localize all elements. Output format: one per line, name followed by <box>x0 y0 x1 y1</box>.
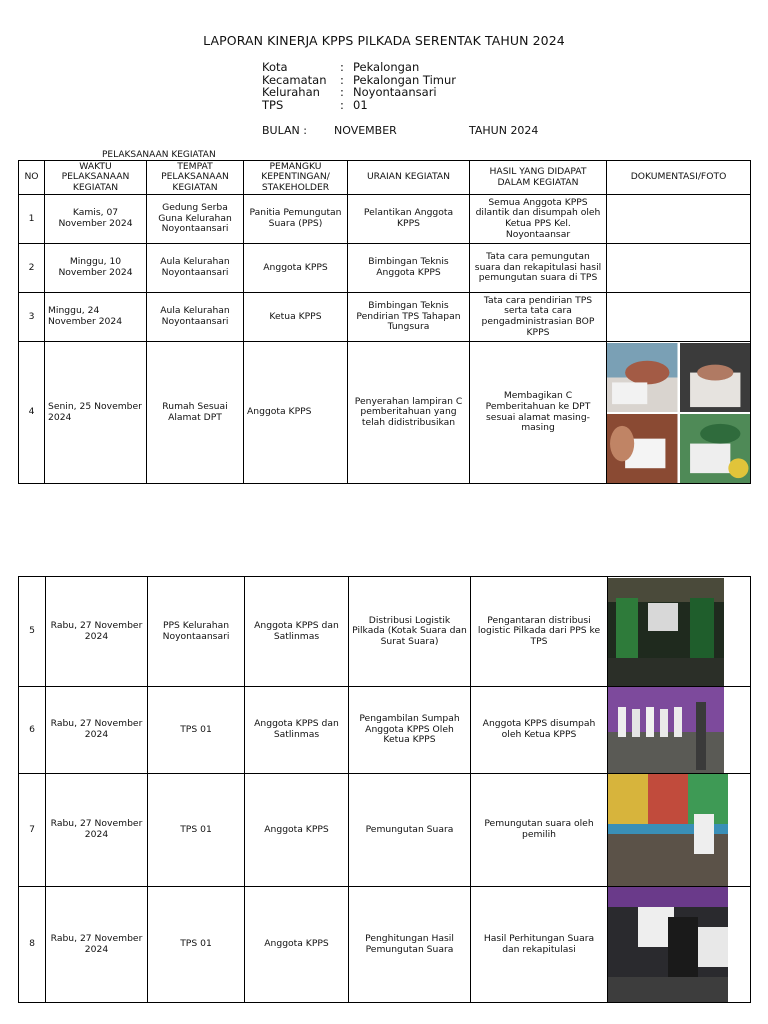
activity-table-part-1 <box>18 160 751 484</box>
header-tempat: TEMPAT PELAKSANAAN KEGIATAN <box>147 161 244 195</box>
info-label: TPS <box>262 97 284 112</box>
cell-dokumentasi <box>608 887 751 1003</box>
cell-uraian: Bimbingan Teknis Anggota KPPS <box>348 244 470 293</box>
cell-tempat: TPS 01 <box>148 887 245 1003</box>
cell-uraian: Pelantikan Anggota KPPS <box>348 195 470 244</box>
cell-stakeholder: Ketua KPPS <box>244 293 348 342</box>
cell-hasil: Pemungutan suara oleh pemilih <box>471 774 608 887</box>
info-row-tps <box>262 99 456 112</box>
cell-stakeholder: Anggota KPPS <box>245 774 349 887</box>
photo-counting <box>608 887 728 1002</box>
cell-no: 6 <box>19 687 46 774</box>
photo-distribution-4 <box>680 414 751 483</box>
info-value: Noyontaansari <box>353 85 437 100</box>
info-row-kelurahan <box>262 86 456 99</box>
info-sep: : <box>340 72 344 87</box>
tahun-label: TAHUN 2024 <box>469 124 539 137</box>
photo-logistics <box>608 578 724 686</box>
cell-waktu: Senin, 25 November 2024 <box>45 342 147 484</box>
info-sep: : <box>340 97 344 112</box>
cell-uraian: Penghitungan Hasil Pemungutan Suara <box>349 887 471 1003</box>
info-label: Kota <box>262 60 288 74</box>
info-sep: : <box>340 60 344 74</box>
table-row <box>19 342 751 484</box>
header-hasil: HASIL YANG DIDAPAT DALAM KEGIATAN <box>470 161 607 195</box>
cell-hasil: Pengantaran distribusi logistic Pilkada dari PPS ke TPS <box>471 577 608 687</box>
cell-waktu: Kamis, 07 November 2024 <box>45 195 147 244</box>
cell-dokumentasi <box>608 687 751 774</box>
cell-tempat: TPS 01 <box>148 774 245 887</box>
cell-no: 5 <box>19 577 46 687</box>
cell-dokumentasi <box>607 342 751 484</box>
cell-stakeholder: Anggota KPPS <box>244 244 348 293</box>
cell-waktu: Rabu, 27 November 2024 <box>46 887 148 1003</box>
photo-oath <box>608 687 724 773</box>
cell-waktu: Rabu, 27 November 2024 <box>46 774 148 887</box>
header-waktu: WAKTU PELAKSANAAN KEGIATAN <box>45 161 147 195</box>
section-label: PELAKSANAAN KEGIATAN <box>102 150 216 160</box>
cell-waktu: Rabu, 27 November 2024 <box>46 687 148 774</box>
info-sep: : <box>340 85 344 100</box>
cell-stakeholder: Anggota KPPS dan Satlinmas <box>245 577 349 687</box>
cell-dokumentasi <box>608 774 751 887</box>
cell-uraian: Pemungutan Suara <box>349 774 471 887</box>
cell-uraian: Distribusi Logistik Pilkada (Kotak Suara dan Surat Suara) <box>349 577 471 687</box>
cell-hasil: Anggota KPPS disumpah oleh Ketua KPPS <box>471 687 608 774</box>
info-label: Kelurahan <box>262 85 320 100</box>
info-label: Kecamatan <box>262 72 327 87</box>
table-row <box>19 195 751 244</box>
info-value: Pekalongan <box>353 60 420 74</box>
cell-dokumentasi <box>607 195 751 244</box>
header-uraian: URAIAN KEGIATAN <box>348 161 470 195</box>
cell-dokumentasi <box>607 293 751 342</box>
info-value: 01 <box>353 97 368 112</box>
info-row-kota <box>262 61 456 74</box>
cell-tempat: TPS 01 <box>148 687 245 774</box>
table-row <box>19 577 751 687</box>
cell-uraian: Penyerahan lampiran C pemberitahuan yang telah didistribusikan <box>348 342 470 484</box>
cell-waktu: Minggu, 10 November 2024 <box>45 244 147 293</box>
cell-stakeholder: Anggota KPPS dan Satlinmas <box>245 687 349 774</box>
table-row <box>19 774 751 887</box>
cell-uraian: Bimbingan Teknis Pendirian TPS Tahapan Tungsura <box>348 293 470 342</box>
activity-table-part-2 <box>18 576 751 1003</box>
cell-dokumentasi <box>607 244 751 293</box>
cell-hasil: Tata cara pendirian TPS serta tata cara pengadministrasian BOP KPPS <box>470 293 607 342</box>
cell-tempat: Rumah Sesuai Alamat DPT <box>147 342 244 484</box>
table-row <box>19 687 751 774</box>
cell-tempat: Aula Kelurahan Noyontaansari <box>147 293 244 342</box>
cell-no: 2 <box>19 244 45 293</box>
cell-dokumentasi <box>608 577 751 687</box>
cell-hasil: Hasil Perhitungan Suara dan rekapitulasi <box>471 887 608 1003</box>
report-info <box>262 61 456 111</box>
cell-no: 3 <box>19 293 45 342</box>
cell-tempat: PPS Kelurahan Noyontaansari <box>148 577 245 687</box>
header-dokumentasi: DOKUMENTASI/FOTO <box>607 161 751 195</box>
cell-waktu: Minggu, 24 November 2024 <box>45 293 147 342</box>
cell-hasil: Tata cara pemungutan suara dan rekapitulasi hasil pemungutan suara di TPS <box>470 244 607 293</box>
bulan-label: BULAN : <box>262 124 307 137</box>
cell-hasil: Membagikan C Pemberitahuan ke DPT sesuai alamat masing-masing <box>470 342 607 484</box>
cell-waktu: Rabu, 27 November 2024 <box>46 577 148 687</box>
table-header-row <box>19 161 751 195</box>
cell-hasil: Semua Anggota KPPS dilantik dan disumpah oleh Ketua PPS Kel. Noyontaansar <box>470 195 607 244</box>
cell-no: 1 <box>19 195 45 244</box>
header-stakeholder: PEMANGKU KEPENTINGAN/ STAKEHOLDER <box>244 161 348 195</box>
table-row <box>19 293 751 342</box>
cell-tempat: Gedung Serba Guna Kelurahan Noyontaansari <box>147 195 244 244</box>
cell-no: 4 <box>19 342 45 484</box>
table-row <box>19 887 751 1003</box>
photo-distribution-3 <box>607 414 678 483</box>
cell-no: 8 <box>19 887 46 1003</box>
photo-distribution-1 <box>607 343 678 412</box>
cell-stakeholder: Anggota KPPS <box>244 342 348 484</box>
photo-collage <box>607 343 750 483</box>
cell-no: 7 <box>19 774 46 887</box>
photo-voting <box>608 774 728 886</box>
report-title: LAPORAN KINERJA KPPS PILKADA SERENTAK TAHUN 2024 <box>203 33 565 48</box>
header-no: NO <box>19 161 45 195</box>
cell-stakeholder: Panitia Pemungutan Suara (PPS) <box>244 195 348 244</box>
bulan-value: NOVEMBER <box>334 124 397 137</box>
info-value: Pekalongan Timur <box>353 72 457 87</box>
photo-distribution-2 <box>680 343 751 412</box>
table-row <box>19 244 751 293</box>
cell-tempat: Aula Kelurahan Noyontaansari <box>147 244 244 293</box>
cell-stakeholder: Anggota KPPS <box>245 887 349 1003</box>
cell-uraian: Pengambilan Sumpah Anggota KPPS Oleh Ketua KPPS <box>349 687 471 774</box>
